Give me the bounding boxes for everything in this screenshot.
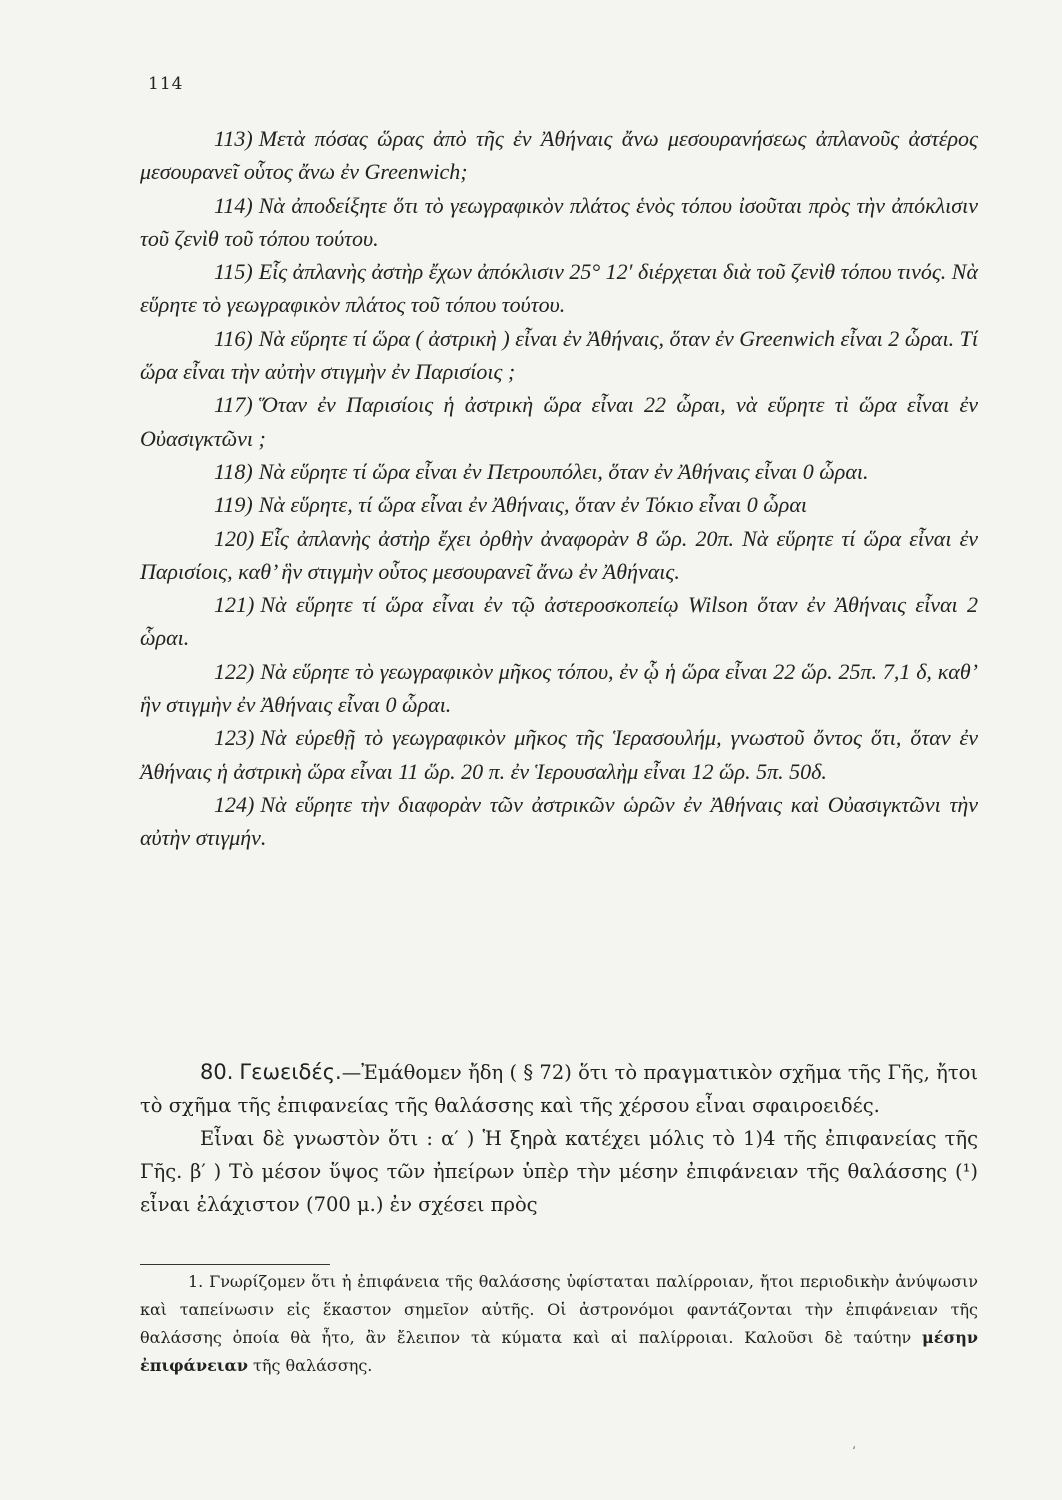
exercise-text: Εἷς ἀπλανὴς ἀστὴρ ἔχει ὀρθὴν ἀναφορὰν 8 ὥρ. 20π. Νὰ εὕρητε τί ὥρα εἶναι ἐν Παρισίοις, καθ’ ἣν στιγμὴν οὗτος μεσουρανεῖ ἄνω ἐν Ἀθήναις. (140, 525, 978, 584)
section-intro-paragraph (140, 1056, 978, 1122)
exercise-text: Νὰ ἀποδείξητε ὅτι τὸ γεωγραφικὸν πλάτος ἑνὸς τόπου ἰσοῦται πρὸς τὴν ἀπόκλισιν τοῦ ζενὶθ τοῦ τόπου τούτου. (140, 192, 978, 251)
exercise-item (140, 189, 978, 256)
exercise-item (140, 255, 978, 322)
exercise-item (140, 721, 978, 788)
exercise-number: 124) (214, 791, 255, 817)
footnote-text: 1. Γνωρίζομεν ὅτι ἡ ἐπιφάνεια τῆς θαλάσσης ὑφίσταται παλίρροιαν, ἤτοι περιοδικὴν ἀνύψωσιν καὶ ταπείνωσιν εἰς ἕκαστον σημεῖον αὐτῆς. Οἱ ἀστρονόμοι φαντάζονται τὴν ἐπιφάνειαν τῆς θαλάσσης ὁποία θὰ ἦτο, ἂν ἔλειπον τὰ κύματα καὶ αἱ παλίρροιαι. Καλοῦσι δὲ ταύτην (140, 1272, 978, 1347)
exercise-text: Νὰ εὕρητε τὴν διαφορὰν τῶν ἀστρικῶν ὡρῶν ἐν Ἀθήναις καὶ Οὐασιγκτῶνι τὴν αὐτὴν στιγμήν. (140, 791, 978, 851)
exercise-item (140, 122, 978, 189)
exercise-text: Ὅταν ἐν Παρισίοις ἡ ἀστρικὴ ὥρα εἶναι 22 ὧραι, νὰ εὕρητε τὶ ὥρα εἶναι ἐν Οὐασιγκτῶνι ; (140, 392, 978, 451)
footnote-text-end: τῆς θαλάσσης. (253, 1356, 373, 1375)
exercise-number: 118) (214, 458, 253, 484)
exercise-text: Νὰ εὕρητε τὸ γεωγραφικὸν μῆκος τόπου, ἐν ᾧ ἡ ὥρα εἶναι 22 ὥρ. 25π. 7,1 δ, καθ’ ἣν στιγμὴν ἐν Ἀθήναις εἶναι 0 ὧραι. (140, 658, 978, 718)
section-intro-text: —Ἐμάθομεν ἤδη ( § 72) ὅτι τὸ πραγματικὸν σχῆμα τῆς Γῆς, ἤτοι τὸ σχῆμα τῆς ἐπιφανείας τῆς θαλάσσης καὶ τῆς χέρσου εἶναι σφαιροειδές. (140, 1061, 978, 1117)
exercise-text: Νὰ εὕρητε, τί ὥρα εἶναι ἐν Ἀθήναις, ὅταν ἐν Τόκιο εἶναι 0 ὧραι (258, 492, 807, 518)
exercise-item (140, 388, 978, 455)
stray-mark: ‘ (852, 1444, 856, 1458)
page-number: 114 (148, 74, 184, 94)
exercise-text: Νὰ εὕρητε τί ὥρα εἶναι ἐν τῷ ἀστεροσκοπείῳ Wilson ὅταν ἐν Ἀθήναις εἶναι 2 ὧραι. (140, 592, 978, 651)
exercise-number: 123) (214, 725, 255, 751)
exercise-number: 122) (214, 658, 255, 684)
exercise-item (140, 488, 978, 521)
exercise-text: Εἷς ἀπλανὴς ἀστὴρ ἔχων ἀπόκλισιν 25° 12′ διέρχεται διὰ τοῦ ζενὶθ τόπου τινός. Νὰ εὕρητε τὸ γεωγραφικὸν πλάτος τοῦ τόπου τούτου. (140, 259, 978, 318)
exercise-number: 119) (214, 492, 253, 518)
footnote (140, 1268, 978, 1380)
section-heading (200, 1060, 342, 1084)
exercise-number: 117) (214, 392, 253, 418)
section-80 (140, 1056, 978, 1221)
exercise-number: 116) (214, 325, 253, 351)
exercise-item (140, 788, 978, 855)
exercise-item (140, 655, 978, 722)
exercise-number: 113) (214, 126, 253, 151)
exercise-number: 120) (214, 525, 255, 551)
footnote-divider (140, 1264, 330, 1265)
exercise-text: Μετὰ πόσας ὥρας ἀπὸ τῆς ἐν Ἀθήναις ἄνω μεσουρανήσεως ἀπλανοῦς ἀστέρος μεσουρανεῖ οὗτος ἄνω ἐν Greenwich; (140, 126, 978, 185)
exercise-number: 115) (214, 259, 253, 285)
exercise-text: Νὰ εὕρητε τί ὥρα εἶναι ἐν Πετρουπόλει, ὅταν ἐν Ἀθήναις εἶναι 0 ὧραι. (258, 458, 869, 484)
exercise-number: 121) (214, 592, 255, 618)
exercise-item (140, 588, 978, 655)
exercise-item (140, 522, 978, 589)
section-title: Γεωειδές. (239, 1060, 342, 1084)
section-paragraph: Εἶναι δὲ γνωστὸν ὅτι : α′ ) Ἡ ξηρὰ κατέχει μόλις τὸ 1)4 τῆς ἐπιφανείας τῆς Γῆς. β′ ) Τὸ μέσον ὕψος τῶν ἠπείρων ὑπὲρ τὴν μέσην ἐπιφάνειαν τῆς θαλάσσης (¹) εἶναι ἐλάχιστον (700 μ.) ἐν σχέσει πρὸς (140, 1127, 978, 1216)
exercise-list (140, 122, 978, 855)
exercise-item (140, 455, 978, 488)
exercise-item (140, 322, 978, 389)
exercise-text: Νὰ εὑρεθῇ τὸ γεωγραφικὸν μῆκος τῆς Ἱερασουλήμ, γνωστοῦ ὄντος ὅτι, ὅταν ἐν Ἀθήναις ἡ ἀστρικὴ ὥρα εἶναι 11 ὥρ. 20 π. ἐν Ἱερουσαλὴμ εἶναι 12 ὥρ. 5π. 50δ. (140, 725, 978, 784)
exercise-text: Νὰ εὕρητε τί ὥρα ( ἀστρικὴ ) εἶναι ἐν Ἀθήναις, ὅταν ἐν Greenwich εἶναι 2 ὧραι. Τί ὥρα εἶναι τὴν αὐτὴν στιγμὴν ἐν Παρισίοις ; (140, 325, 978, 385)
exercise-number: 114) (214, 192, 253, 218)
footnote-bold-term: μέσην ἐπιφάνειαν (140, 1328, 978, 1375)
section-number: 80. (200, 1060, 234, 1084)
